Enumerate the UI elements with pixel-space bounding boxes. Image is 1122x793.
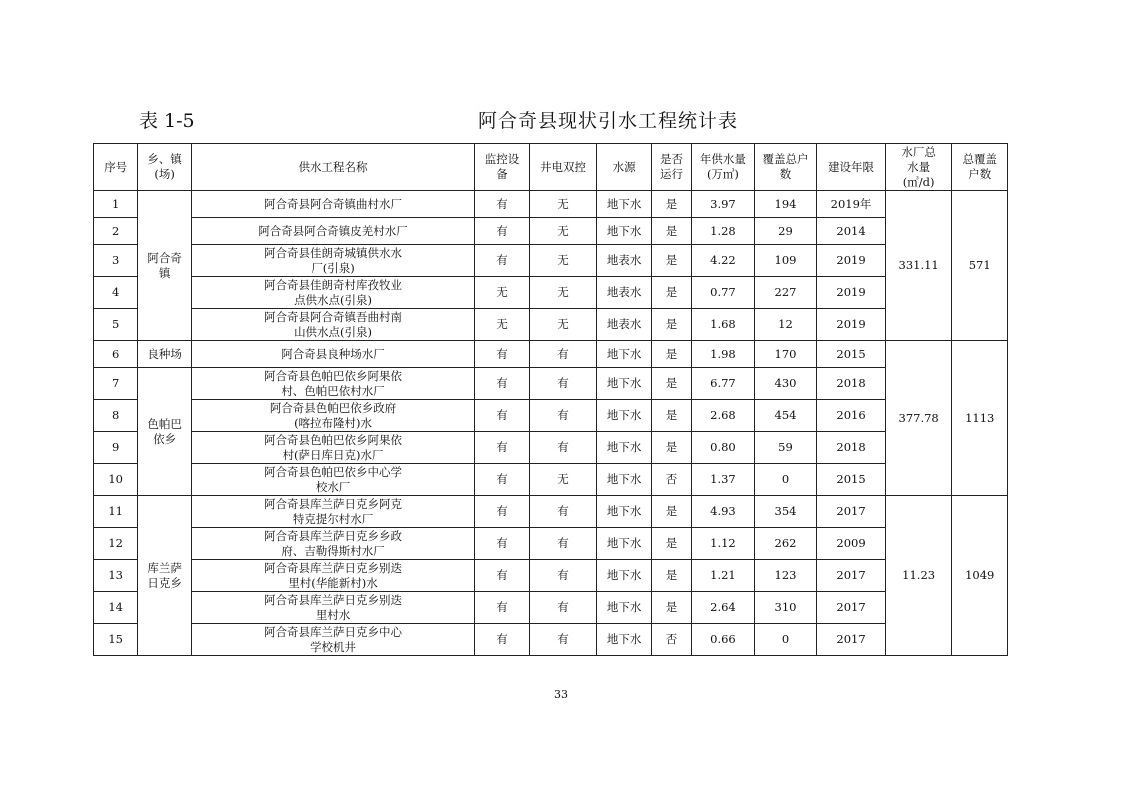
table-row: [94, 400, 1008, 432]
annual-supply-cell: 1.37: [692, 464, 755, 496]
monitor-cell: 无: [475, 309, 529, 341]
header-cell: 总覆盖 户数: [952, 144, 1008, 191]
running-cell: 是: [651, 400, 691, 432]
project-name-cell: 阿合奇县佳朗奇村库孜牧业 点供水点(引泉): [191, 277, 474, 309]
table-row: [94, 464, 1008, 496]
project-name-cell: 阿合奇县色帕巴依乡阿果依 村(萨日库日克)水厂: [191, 432, 474, 464]
annual-supply-cell: 4.93: [692, 496, 755, 528]
running-cell: 是: [651, 560, 691, 592]
row-number-cell: 13: [94, 560, 138, 592]
construction-year-cell: 2015: [817, 341, 886, 368]
annual-supply-cell: 1.98: [692, 341, 755, 368]
water-source-cell: 地下水: [597, 432, 651, 464]
plant-capacity-cell: 11.23: [885, 496, 952, 656]
row-number-cell: 6: [94, 341, 138, 368]
households-cell: 0: [754, 624, 817, 656]
water-source-cell: 地下水: [597, 624, 651, 656]
households-cell: 227: [754, 277, 817, 309]
construction-year-cell: 2019: [817, 277, 886, 309]
dual-control-cell: 无: [529, 191, 597, 218]
monitor-cell: 无: [475, 277, 529, 309]
dual-control-cell: 无: [529, 309, 597, 341]
annual-supply-cell: 1.12: [692, 528, 755, 560]
monitor-cell: 有: [475, 464, 529, 496]
running-cell: 是: [651, 592, 691, 624]
households-cell: 430: [754, 368, 817, 400]
header-cell: 监控设 备: [475, 144, 529, 191]
project-name-cell: 阿合奇县色帕巴依乡阿果依 村、色帕巴依村水厂: [191, 368, 474, 400]
monitor-cell: 有: [475, 624, 529, 656]
running-cell: 是: [651, 191, 691, 218]
water-source-cell: 地下水: [597, 592, 651, 624]
project-name-cell: 阿合奇县色帕巴依乡中心学 校水厂: [191, 464, 474, 496]
project-name-cell: 阿合奇县良种场水厂: [191, 341, 474, 368]
dual-control-cell: 有: [529, 528, 597, 560]
households-cell: 29: [754, 218, 817, 245]
construction-year-cell: 2019: [817, 245, 886, 277]
running-cell: 是: [651, 528, 691, 560]
table-label: 表 1-5: [139, 110, 195, 132]
construction-year-cell: 2014: [817, 218, 886, 245]
monitor-cell: 有: [475, 592, 529, 624]
monitor-cell: 有: [475, 218, 529, 245]
table-title: 阿合奇县现状引水工程统计表: [478, 110, 739, 132]
project-name-cell: 阿合奇县库兰萨日克乡乡政 府、吉勒得斯村水厂: [191, 528, 474, 560]
running-cell: 否: [651, 464, 691, 496]
dual-control-cell: 无: [529, 218, 597, 245]
row-number-cell: 7: [94, 368, 138, 400]
table-row: [94, 277, 1008, 309]
project-name-cell: 阿合奇县库兰萨日克乡中心 学校机井: [191, 624, 474, 656]
total-households-cell: 1113: [952, 341, 1008, 496]
table-body: [94, 191, 1008, 656]
construction-year-cell: 2017: [817, 496, 886, 528]
project-name-cell: 阿合奇县阿合奇镇吾曲村南 山供水点(引泉): [191, 309, 474, 341]
construction-year-cell: 2017: [817, 560, 886, 592]
construction-year-cell: 2019: [817, 309, 886, 341]
table-row: [94, 191, 1008, 218]
project-name-cell: 阿合奇县佳朗奇城镇供水水 厂(引泉): [191, 245, 474, 277]
header-row: [94, 144, 1008, 191]
table-row: [94, 592, 1008, 624]
dual-control-cell: 无: [529, 245, 597, 277]
header-cell: 供水工程名称: [191, 144, 474, 191]
plant-capacity-cell: 377.78: [885, 341, 952, 496]
construction-year-cell: 2017: [817, 624, 886, 656]
water-source-cell: 地表水: [597, 245, 651, 277]
water-source-cell: 地表水: [597, 309, 651, 341]
annual-supply-cell: 2.68: [692, 400, 755, 432]
annual-supply-cell: 4.22: [692, 245, 755, 277]
running-cell: 是: [651, 245, 691, 277]
water-source-cell: 地下水: [597, 560, 651, 592]
row-number-cell: 2: [94, 218, 138, 245]
households-cell: 59: [754, 432, 817, 464]
project-name-cell: 阿合奇县库兰萨日克乡别迭 里村水: [191, 592, 474, 624]
table-row: [94, 245, 1008, 277]
dual-control-cell: 有: [529, 432, 597, 464]
annual-supply-cell: 0.66: [692, 624, 755, 656]
header-cell: 水厂总 水量 (㎥/d): [885, 144, 952, 191]
row-number-cell: 9: [94, 432, 138, 464]
header-cell: 覆盖总户 数: [754, 144, 817, 191]
monitor-cell: 有: [475, 496, 529, 528]
monitor-cell: 有: [475, 400, 529, 432]
row-number-cell: 10: [94, 464, 138, 496]
construction-year-cell: 2015: [817, 464, 886, 496]
running-cell: 是: [651, 496, 691, 528]
monitor-cell: 有: [475, 191, 529, 218]
table-row: [94, 218, 1008, 245]
households-cell: 170: [754, 341, 817, 368]
monitor-cell: 有: [475, 528, 529, 560]
water-source-cell: 地下水: [597, 496, 651, 528]
header-cell: 井电双控: [529, 144, 597, 191]
monitor-cell: 有: [475, 368, 529, 400]
water-source-cell: 地表水: [597, 277, 651, 309]
households-cell: 354: [754, 496, 817, 528]
running-cell: 是: [651, 341, 691, 368]
table-row: [94, 341, 1008, 368]
table-row: [94, 432, 1008, 464]
annual-supply-cell: 1.21: [692, 560, 755, 592]
water-source-cell: 地下水: [597, 464, 651, 496]
town-cell: 库兰萨 日克乡: [138, 496, 191, 656]
households-cell: 454: [754, 400, 817, 432]
header-cell: 序号: [94, 144, 138, 191]
running-cell: 是: [651, 432, 691, 464]
monitor-cell: 有: [475, 560, 529, 592]
annual-supply-cell: 1.68: [692, 309, 755, 341]
monitor-cell: 有: [475, 245, 529, 277]
water-source-cell: 地下水: [597, 191, 651, 218]
running-cell: 是: [651, 218, 691, 245]
monitor-cell: 有: [475, 341, 529, 368]
construction-year-cell: 2017: [817, 592, 886, 624]
households-cell: 12: [754, 309, 817, 341]
water-project-table: [93, 143, 1008, 656]
project-name-cell: 阿合奇县库兰萨日克乡阿克 特克提尔村水厂: [191, 496, 474, 528]
table-row: [94, 496, 1008, 528]
plant-capacity-cell: 331.11: [885, 191, 952, 341]
project-name-cell: 阿合奇县阿合奇镇曲村水厂: [191, 191, 474, 218]
row-number-cell: 1: [94, 191, 138, 218]
construction-year-cell: 2009: [817, 528, 886, 560]
households-cell: 194: [754, 191, 817, 218]
construction-year-cell: 2016: [817, 400, 886, 432]
total-households-cell: 571: [952, 191, 1008, 341]
annual-supply-cell: 2.64: [692, 592, 755, 624]
row-number-cell: 12: [94, 528, 138, 560]
water-source-cell: 地下水: [597, 218, 651, 245]
water-source-cell: 地下水: [597, 341, 651, 368]
water-source-cell: 地下水: [597, 528, 651, 560]
table-row: [94, 368, 1008, 400]
dual-control-cell: 有: [529, 624, 597, 656]
annual-supply-cell: 1.28: [692, 218, 755, 245]
row-number-cell: 14: [94, 592, 138, 624]
table-row: [94, 624, 1008, 656]
running-cell: 是: [651, 368, 691, 400]
header-cell: 年供水量 (万㎥): [692, 144, 755, 191]
project-name-cell: 阿合奇县库兰萨日克乡别迭 里村(华能新村)水: [191, 560, 474, 592]
dual-control-cell: 有: [529, 592, 597, 624]
header-cell: 乡、镇 (场): [138, 144, 191, 191]
running-cell: 是: [651, 309, 691, 341]
dual-control-cell: 无: [529, 464, 597, 496]
row-number-cell: 11: [94, 496, 138, 528]
page-number: 33: [554, 688, 568, 701]
row-number-cell: 4: [94, 277, 138, 309]
construction-year-cell: 2018: [817, 432, 886, 464]
row-number-cell: 3: [94, 245, 138, 277]
project-name-cell: 阿合奇县色帕巴依乡政府 (喀拉布隆村)水: [191, 400, 474, 432]
monitor-cell: 有: [475, 432, 529, 464]
town-cell: 阿合奇 镇: [138, 191, 191, 341]
running-cell: 否: [651, 624, 691, 656]
running-cell: 是: [651, 277, 691, 309]
households-cell: 310: [754, 592, 817, 624]
households-cell: 262: [754, 528, 817, 560]
town-cell: 良种场: [138, 341, 191, 368]
dual-control-cell: 无: [529, 277, 597, 309]
total-households-cell: 1049: [952, 496, 1008, 656]
row-number-cell: 5: [94, 309, 138, 341]
water-source-cell: 地下水: [597, 400, 651, 432]
annual-supply-cell: 0.80: [692, 432, 755, 464]
header-cell: 建设年限: [817, 144, 886, 191]
dual-control-cell: 有: [529, 368, 597, 400]
table-row: [94, 528, 1008, 560]
dual-control-cell: 有: [529, 496, 597, 528]
row-number-cell: 8: [94, 400, 138, 432]
annual-supply-cell: 3.97: [692, 191, 755, 218]
table-row: [94, 560, 1008, 592]
header-cell: 水源: [597, 144, 651, 191]
households-cell: 0: [754, 464, 817, 496]
row-number-cell: 15: [94, 624, 138, 656]
annual-supply-cell: 0.77: [692, 277, 755, 309]
annual-supply-cell: 6.77: [692, 368, 755, 400]
households-cell: 109: [754, 245, 817, 277]
construction-year-cell: 2018: [817, 368, 886, 400]
dual-control-cell: 有: [529, 560, 597, 592]
project-name-cell: 阿合奇县阿合奇镇皮羌村水厂: [191, 218, 474, 245]
dual-control-cell: 有: [529, 400, 597, 432]
water-source-cell: 地下水: [597, 368, 651, 400]
households-cell: 123: [754, 560, 817, 592]
header-cell: 是否 运行: [651, 144, 691, 191]
construction-year-cell: 2019年: [817, 191, 886, 218]
table-row: [94, 309, 1008, 341]
town-cell: 色帕巴 依乡: [138, 368, 191, 496]
dual-control-cell: 有: [529, 341, 597, 368]
